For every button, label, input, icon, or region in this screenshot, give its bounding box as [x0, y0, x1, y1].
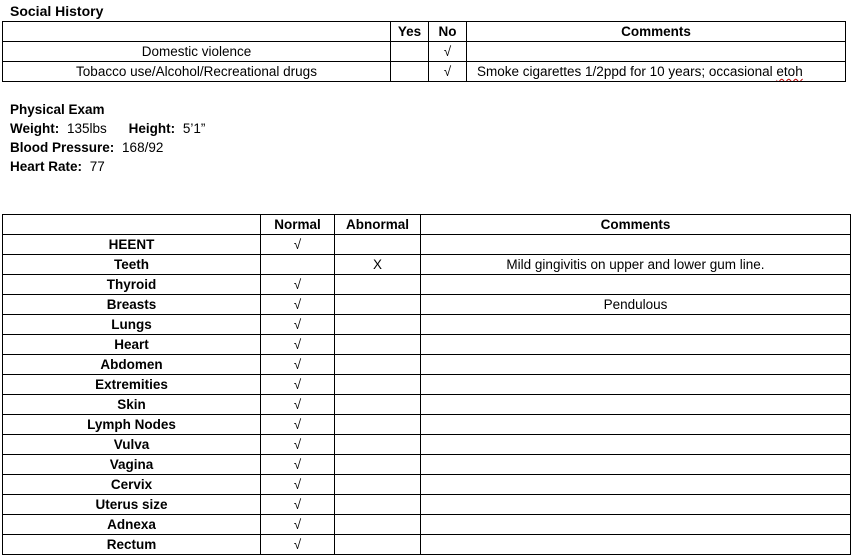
table-row: [3, 255, 851, 275]
exam-row-comment: [421, 395, 851, 415]
exam-row-abnormal: [335, 315, 421, 335]
exam-header-row: [3, 215, 851, 235]
exam-row-abnormal: [335, 295, 421, 315]
social-header-comments: Comments: [467, 22, 846, 42]
exam-row-abnormal: [335, 475, 421, 495]
exam-row-normal: √: [261, 435, 335, 455]
table-row: [3, 375, 851, 395]
height-value: 5’1”: [182, 121, 206, 136]
exam-row-normal: √: [261, 335, 335, 355]
exam-row-normal: √: [261, 315, 335, 335]
exam-row-comment: [421, 335, 851, 355]
table-row: [3, 335, 851, 355]
exam-row-normal: √: [261, 235, 335, 255]
social-history-table: [2, 21, 846, 82]
bp-label: Blood Pressure:: [10, 140, 115, 155]
weight-value: 135lbs: [67, 121, 107, 136]
exam-header-abnormal: Abnormal: [335, 215, 421, 235]
exam-row-abnormal: [335, 275, 421, 295]
social-row-yes: [391, 62, 429, 82]
height-label: Height:: [128, 121, 176, 136]
exam-row-label: HEENT: [3, 235, 261, 255]
social-header-no: No: [429, 22, 467, 42]
exam-row-comment: [421, 315, 851, 335]
weight-height-line: [10, 119, 205, 138]
exam-row-comment: [421, 235, 851, 255]
exam-row-abnormal: [335, 495, 421, 515]
exam-header-blank: [3, 215, 261, 235]
exam-row-label: Rectum: [3, 535, 261, 555]
exam-row-comment: Pendulous: [421, 295, 851, 315]
exam-row-normal: √: [261, 495, 335, 515]
exam-row-label: Extremities: [3, 375, 261, 395]
exam-row-abnormal: [335, 435, 421, 455]
table-row: [3, 355, 851, 375]
table-row: [3, 415, 851, 435]
table-row: [3, 435, 851, 455]
exam-row-comment: [421, 415, 851, 435]
exam-row-normal: √: [261, 375, 335, 395]
exam-header-normal: Normal: [261, 215, 335, 235]
exam-row-comment: Mild gingivitis on upper and lower gum line.: [421, 255, 851, 275]
heart-rate-line: [10, 157, 105, 176]
exam-row-normal: √: [261, 455, 335, 475]
social-row-no: √: [429, 42, 467, 62]
exam-row-normal: √: [261, 295, 335, 315]
table-row: [3, 295, 851, 315]
exam-row-comment: [421, 455, 851, 475]
social-row-yes: [391, 42, 429, 62]
table-row: [3, 455, 851, 475]
exam-header-comments: Comments: [421, 215, 851, 235]
social-header-blank: [3, 22, 391, 42]
exam-row-label: Lungs: [3, 315, 261, 335]
exam-row-comment: [421, 535, 851, 555]
exam-row-normal: √: [261, 535, 335, 555]
exam-row-label: Thyroid: [3, 275, 261, 295]
exam-row-label: Vagina: [3, 455, 261, 475]
exam-row-normal: √: [261, 475, 335, 495]
exam-row-comment: [421, 375, 851, 395]
comment-text: Smoke cigarettes 1/2ppd for 10 years; occasional: [477, 64, 777, 79]
exam-row-label: Vulva: [3, 435, 261, 455]
exam-row-label: Breasts: [3, 295, 261, 315]
exam-row-normal: √: [261, 395, 335, 415]
bp-value: 168/92: [122, 140, 164, 155]
exam-row-label: Teeth: [3, 255, 261, 275]
exam-row-abnormal: X: [335, 255, 421, 275]
exam-row-abnormal: [335, 515, 421, 535]
exam-row-comment: [421, 495, 851, 515]
exam-row-abnormal: [335, 395, 421, 415]
exam-row-abnormal: [335, 335, 421, 355]
table-row: [3, 42, 846, 62]
table-row: [3, 395, 851, 415]
exam-row-label: Cervix: [3, 475, 261, 495]
table-row: [3, 495, 851, 515]
hr-value: 77: [89, 159, 105, 174]
exam-row-label: Uterus size: [3, 495, 261, 515]
social-row-label: Tobacco use/Alcohol/Recreational drugs: [3, 62, 391, 82]
exam-row-abnormal: [335, 535, 421, 555]
social-row-no: √: [429, 62, 467, 82]
exam-row-label: Abdomen: [3, 355, 261, 375]
physical-exam-table: [2, 214, 851, 555]
social-row-comment: [467, 62, 846, 82]
table-row: [3, 475, 851, 495]
exam-row-abnormal: [335, 235, 421, 255]
table-row: [3, 315, 851, 335]
exam-row-label: Adnexa: [3, 515, 261, 535]
exam-row-comment: [421, 515, 851, 535]
exam-row-comment: [421, 475, 851, 495]
exam-row-abnormal: [335, 375, 421, 395]
table-row: [3, 275, 851, 295]
exam-row-label: Heart: [3, 335, 261, 355]
exam-row-comment: [421, 355, 851, 375]
social-row-comment: [467, 42, 846, 62]
misspelled-word: etoh: [776, 64, 803, 79]
table-row: [3, 515, 851, 535]
exam-row-normal: √: [261, 275, 335, 295]
blood-pressure-line: [10, 138, 163, 157]
social-row-label: Domestic violence: [3, 42, 391, 62]
table-row: [3, 235, 851, 255]
exam-row-comment: [421, 435, 851, 455]
exam-row-normal: √: [261, 415, 335, 435]
exam-row-comment: [421, 275, 851, 295]
exam-row-normal: √: [261, 355, 335, 375]
social-history-header-row: [3, 22, 846, 42]
physical-exam-title: Physical Exam: [10, 102, 105, 117]
table-row: [3, 535, 851, 555]
exam-row-abnormal: [335, 455, 421, 475]
exam-row-label: Skin: [3, 395, 261, 415]
social-header-yes: Yes: [391, 22, 429, 42]
exam-row-abnormal: [335, 415, 421, 435]
exam-row-abnormal: [335, 355, 421, 375]
exam-row-label: Lymph Nodes: [3, 415, 261, 435]
table-row: [3, 62, 846, 82]
social-history-title: Social History: [10, 3, 104, 19]
exam-row-normal: √: [261, 515, 335, 535]
weight-label: Weight:: [10, 121, 60, 136]
exam-row-normal: [261, 255, 335, 275]
hr-label: Heart Rate:: [10, 159, 83, 174]
